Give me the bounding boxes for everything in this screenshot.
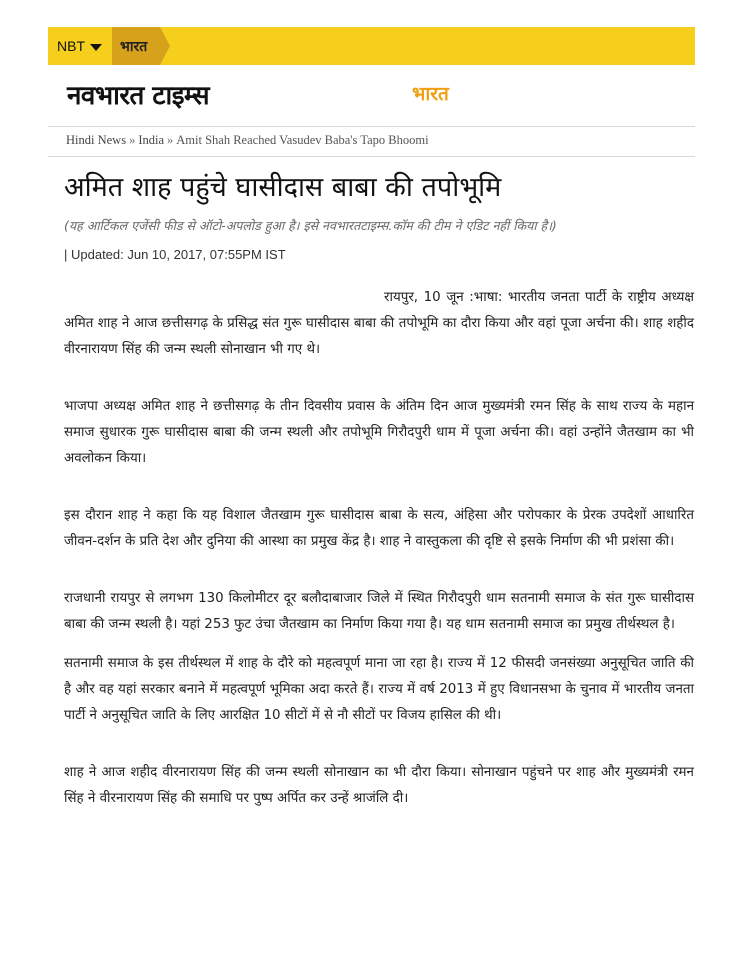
article-paragraph: इस दौरान शाह ने कहा कि यह विशाल जैतखाम गुरू घासीदास बाबा के सत्य, अंहिसा और परोपकार के प्रेरक उपदेशों आधारित जीवन-दर्शन के प्रति देश और दुनिया की आस्था का प्रमुख केंद्र है। शाह ने वास्तुकला की दृष्टि से इसके निर्माण की भी प्रशंसा की। xyxy=(64,508,694,549)
chevron-down-icon xyxy=(90,44,102,51)
breadcrumb-link-india[interactable]: India xyxy=(138,133,165,147)
article-paragraph: राजधानी रायपुर से लगभग 130 किलोमीटर दूर बलौदाबाजार जिले में स्थित गिरौदपुरी धाम सतनामी समाज के संत गुरू घासीदास बाबा की जन्म स्थली है। यहां 253 फुट उंचा जैतखाम का निर्माण किया गया है। यह धाम सतनामी समाज का प्रमुख तीर्थस्थल है। xyxy=(64,591,694,632)
nbt-brand-label: NBT xyxy=(57,38,85,54)
agency-disclaimer: (यह आर्टिकल एजेंसी फीड से ऑटो-अपलोड हुआ है। इसे नवभारतटाइम्स.कॉम की टीम ने एडिट नहीं किया है।) xyxy=(64,218,557,233)
updated-timestamp: | Updated: Jun 10, 2017, 07:55PM IST xyxy=(64,247,286,262)
article-paragraph: रायपुर, 10 जून :भाषा: भारतीय जनता पार्टी के राष्ट्रीय अध्यक्ष अमित शाह ने आज छत्तीसगढ़ के प्रसिद्ध संत गुरू घासीदास बाबा की तपोभूमि का दौरा किया और वहां पूजा अर्चना की। शाह शहीद वीरनारायण सिंह की जन्म स्थली सोनाखान भी गए थे। xyxy=(64,290,694,357)
article-headline: अमित शाह पहुंचे घासीदास बाबा की तपोभूमि xyxy=(64,172,502,203)
breadcrumb-link-home[interactable]: Hindi News xyxy=(66,133,127,147)
top-navigation-bar xyxy=(48,27,695,65)
article-paragraph: सतनामी समाज के इस तीर्थस्थल में शाह के दौरे को महत्वपूर्ण माना जा रहा है। राज्य में 12 फीसदी जनसंख्या अनुसूचित जाति की है और वह यहां सरकार बनाने में महत्वपूर्ण भूमिका अदा करते हैं। राज्य में वर्ष 2013 में हुए विधानसभा के चुनाव में भारतीय जनता पार्टी ने अनुसूचित जाति के लिए आरक्षित 10 सीटों में से नौ सीटों पर विजय हासिल की थी। xyxy=(64,656,694,723)
section-tag[interactable] xyxy=(112,27,214,65)
breadcrumb-separator: » xyxy=(167,133,174,147)
nbt-menu-button[interactable] xyxy=(48,27,112,65)
site-logo[interactable]: नवभारत टाइम्स xyxy=(67,81,210,111)
article-paragraph: शाह ने आज शहीद वीरनारायण सिंह की जन्म स्थली सोनाखान का भी दौरा किया। सोनाखान पहुंचने पर शाह और मुख्यमंत्री रमन सिंह ने वीरनारायण सिंह की समाधि पर पुष्प अर्पित कर उन्हें श्राजंलि दी। xyxy=(64,765,694,806)
breadcrumb-current: Amit Shah Reached Vasudev Baba's Tapo Bhoomi xyxy=(176,133,429,147)
section-name[interactable]: भारत xyxy=(412,83,449,105)
article-paragraph: भाजपा अध्यक्ष अमित शाह ने छत्तीसगढ़ के तीन दिवसीय प्रवास के अंतिम दिन आज मुख्यमंत्री रमन सिंह के साथ राज्य के महान समाज सुधारक गुरू घासीदास बाबा की जन्म स्थली और तपोभूमि गिरौदपुरी धाम में पूजा अर्चना की। वहां उन्होंने जैतखाम का भी अवलोकन किया। xyxy=(64,399,694,466)
section-tag-label: भारत xyxy=(120,39,148,55)
divider xyxy=(48,126,695,127)
breadcrumb xyxy=(66,133,429,148)
breadcrumb-separator: » xyxy=(129,133,136,147)
divider xyxy=(48,156,695,157)
article-body xyxy=(64,285,694,812)
